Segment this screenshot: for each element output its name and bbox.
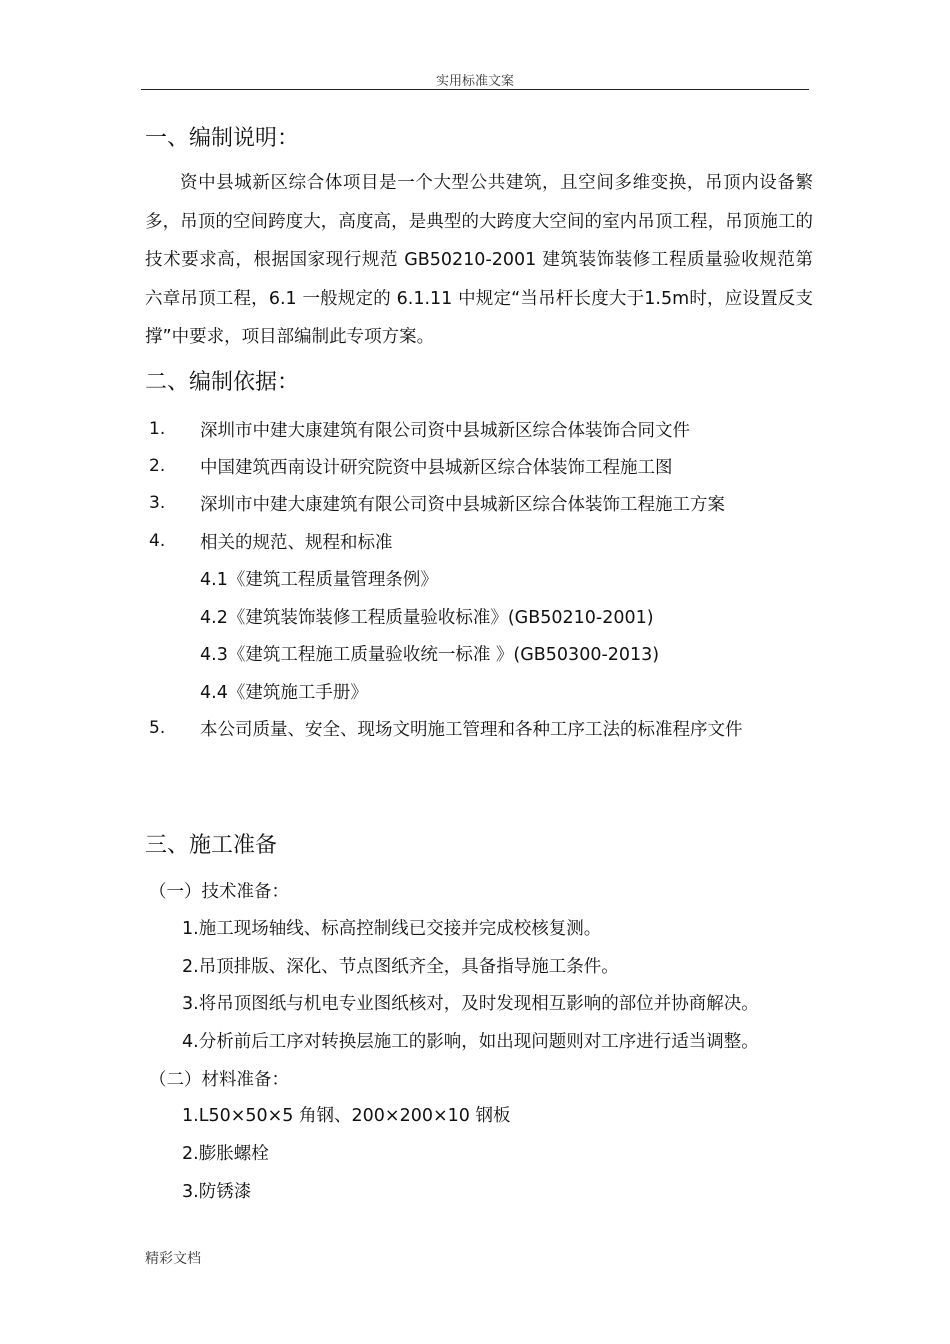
sub-list-item: 4.3《建筑工程施工质量验收统一标准 》(GB50300-2013) <box>200 645 660 665</box>
section-1-paragraph: 资中县城新区综合体项目是一个大型公共建筑，且空间多维变换，吊顶内设备繁多，吊顶的空间跨度大，高度高，是典型的大跨度大空间的室内吊顶工程，吊顶施工的技术要求高，根据国家现行规范 GB50210-2001 建筑装饰装修工程质量验收规范第六章吊顶工程，6.1 一般规定的 6.1.11 中规定“当吊杆长度大于1.5m时，应设置反支撑”中要求，项目部编制此专项方案。 <box>145 173 813 347</box>
technical-item: 3.将吊顶图纸与机电专业图纸核对，及时发现相互影响的部位并协商解决。 <box>182 994 759 1014</box>
list-item: 深圳市中建大康建筑有限公司资中县城新区综合体装饰工程施工方案 <box>200 495 725 515</box>
header-divider <box>141 89 809 90</box>
technical-item: 4.分析前后工序对转换层施工的影响，如出现问题则对工序进行适当调整。 <box>182 1032 759 1052</box>
page-footer: 精彩文档 <box>145 1251 201 1267</box>
material-preparation-title: （二）材料准备： <box>149 1070 289 1090</box>
list-item-number: 4. <box>149 531 166 551</box>
section-2-heading: 二、编制依据： <box>145 370 300 395</box>
material-item: 2.膨胀螺栓 <box>182 1144 269 1164</box>
list-item-number: 2. <box>149 456 166 476</box>
list-item: 相关的规范、规程和标准 <box>200 533 393 553</box>
sub-list-item: 4.4《建筑施工手册》 <box>200 683 368 703</box>
list-item: 本公司质量、安全、现场文明施工管理和各种工序工法的标准程序文件 <box>200 720 743 740</box>
list-item-number: 3. <box>149 493 166 513</box>
technical-item: 1.施工现场轴线、标高控制线已交接并完成校核复测。 <box>182 919 602 939</box>
page-header: 实用标准文案 <box>435 74 514 89</box>
technical-item: 2.吊顶排版、深化、节点图纸齐全，具备指导施工条件。 <box>182 957 619 977</box>
list-item-number: 1. <box>149 419 166 439</box>
material-item: 3.防锈漆 <box>182 1182 252 1202</box>
section-1-heading: 一、编制说明： <box>145 126 300 151</box>
list-item: 中国建筑西南设计研究院资中县城新区综合体装饰工程施工图 <box>200 458 673 478</box>
sub-list-item: 4.1《建筑工程质量管理条例》 <box>200 570 438 590</box>
list-item: 深圳市中建大康建筑有限公司资中县城新区综合体装饰合同文件 <box>200 421 690 441</box>
technical-preparation-title: （一）技术准备： <box>149 882 289 902</box>
material-item: 1.L50×50×5 角钢、200×200×10 钢板 <box>182 1106 511 1126</box>
list-item-number: 5. <box>149 718 166 738</box>
sub-list-item: 4.2《建筑装饰装修工程质量验收标准》(GB50210-2001) <box>200 608 654 628</box>
section-3-heading: 三、施工准备 <box>145 833 278 858</box>
